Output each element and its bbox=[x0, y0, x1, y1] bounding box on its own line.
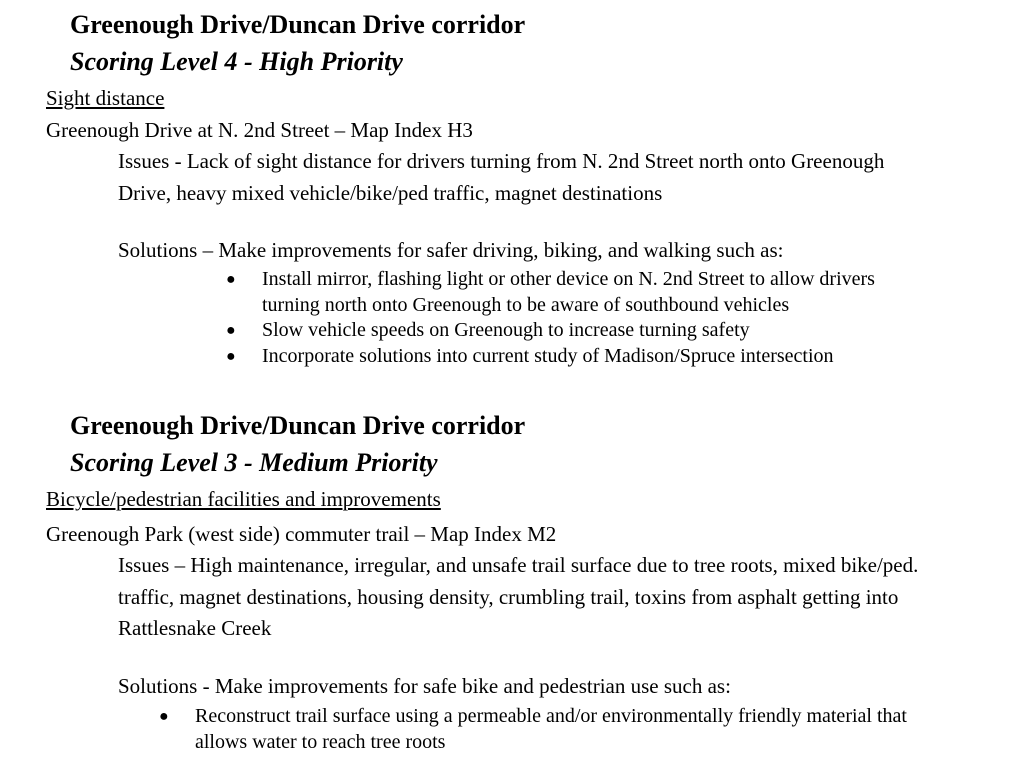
list-item bbox=[226, 318, 926, 344]
priority-level: Scoring Level 3 - Medium Priority bbox=[70, 448, 438, 477]
bullet-icon: ● bbox=[226, 347, 236, 365]
section-title: Greenough Drive/Duncan Drive corridor bbox=[70, 411, 526, 440]
issues-paragraph: Issues - Lack of sight distance for drivers turning from N. 2nd Street north onto Greenough Drive, heavy mixed vehicle/bike/ped traffic, magnet destinations bbox=[118, 149, 885, 205]
list-item bbox=[226, 344, 926, 370]
solutions-intro: Solutions – Make improvements for safer driving, biking, and walking such as: bbox=[118, 238, 784, 262]
priority-level: Scoring Level 4 - High Priority bbox=[70, 47, 403, 76]
bullet-icon: ● bbox=[226, 322, 236, 339]
issues-paragraph: Issues – High maintenance, irregular, and unsafe trail surface due to tree roots, mixed bike/ped. traffic, magnet destinations, housing density, crumbling trail, toxins from asphalt getting into Rattlesnake Creek bbox=[118, 553, 919, 640]
location-line: Greenough Park (west side) commuter trail – Map Index M2 bbox=[46, 522, 557, 546]
category-heading: Bicycle/pedestrian facilities and improvements bbox=[46, 487, 441, 511]
bullet-text: Reconstruct trail surface using a permeable and/or environmentally friendly material that allows water to reach tree roots bbox=[195, 705, 907, 753]
bullet-text: Install mirror, flashing light or other device on N. 2nd Street to allow drivers turning north onto Greenough to be aware of southbound vehicles bbox=[262, 268, 875, 316]
bullet-text: Incorporate solutions into current study of Madison/Spruce intersection bbox=[262, 344, 834, 367]
solutions-list bbox=[159, 704, 959, 755]
location-line: Greenough Drive at N. 2nd Street – Map Index H3 bbox=[46, 118, 473, 142]
solutions-intro: Solutions - Make improvements for safe bike and pedestrian use such as: bbox=[118, 674, 731, 698]
bullet-icon: ● bbox=[159, 708, 169, 725]
solutions-list bbox=[226, 267, 926, 369]
section-title: Greenough Drive/Duncan Drive corridor bbox=[70, 10, 526, 39]
category-heading: Sight distance bbox=[46, 86, 165, 110]
list-item bbox=[159, 704, 959, 755]
bullet-text: Slow vehicle speeds on Greenough to increase turning safety bbox=[262, 319, 750, 341]
bullet-icon: ● bbox=[226, 271, 236, 288]
list-item bbox=[226, 267, 926, 318]
